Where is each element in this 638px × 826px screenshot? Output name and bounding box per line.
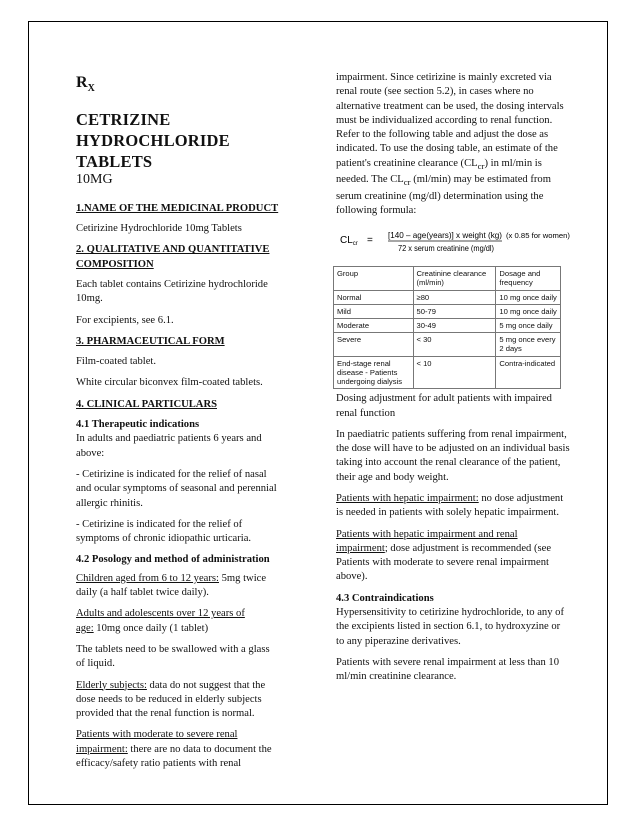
posology-elderly [76,679,281,722]
section-4-3-text-1: Hypersensitivity to cetirizine hydrochloride, to any of the excipients listed in section 6.1, to hydroxyzine or to any piperazine derivatives. [336,607,564,647]
formula-equals: = [367,235,373,247]
renal-continuation [336,71,570,218]
adults-label-2: age: [76,622,94,634]
title-line-2: HYDROCHLORIDE [76,131,230,151]
section-3-text-2: White circular biconvex film-coated tablets. [76,377,263,389]
table-cell: ≥80 [413,290,496,304]
table-cell: Mild [334,304,414,318]
table-header-group: Group [334,267,414,290]
formula-numerator: [140 – age(years)] x weight (kg) [388,230,503,241]
rx-main: R [76,74,88,91]
clcr-sub-1: cr [477,160,485,171]
left-column [76,71,281,778]
renal-para-part-3: (ml/min) may be estimated from serum creatinine (mg/dl) determination using the following formula: [336,174,551,216]
section-4-1-bullet-2: - Cetirizine is indicated for the relief of symptoms of chronic idiopathic urticaria. [76,518,252,545]
table-header-row [334,267,561,290]
posology-swallow: The tablets need to be swallowed with a glass of liquid. [76,643,270,670]
section-2-text-1: Each tablet contains Cetirizine hydrochloride 10mg. [76,278,268,305]
section-4-1-intro: In adults and paediatric patients 6 years and above: [76,433,262,459]
posology-children [76,572,281,601]
hepatic-renal-label: Patients with hepatic impairment and renal impairment [336,528,518,554]
formula-note: (x 0.85 for women) [506,231,570,241]
section-4-2-heading: 4.2 Posology and method of administration [76,554,270,566]
section-4-3-text-2: Patients with severe renal impairment at less than 10 ml/min creatinine clearance. [336,656,559,683]
hepatic-renal-text: ; dose adjustment is recommended (see Patients with moderate to severe renal impairment above). [336,542,552,583]
section-1-heading: 1.NAME OF THE MEDICINAL PRODUCT [76,202,279,214]
table-cell: 10 mg once daily [496,304,561,318]
table-cell: Severe [334,333,414,356]
formula-graphic [336,226,570,256]
children-label: Children aged from 6 to 12 years: [76,572,219,584]
paediatric-renal-text: In paediatric patients suffering from renal impairment, the dose will have to be adjusted on an individual basis taking into account the renal clearance of the patient, their age and body weight. [336,428,570,483]
table-row [334,333,561,356]
renal-para-part-1: impairment. Since cetirizine is mainly excreted via renal route (see section 5.2), in cases where no alternative treatment can be used, the dosing intervals must be individualized according to renal function. Refer to the following table and adjust the dose as indicated. To use the dosing table, an estimate of the patient's creatinine clearance (CL [336,72,564,169]
table-row [334,304,561,318]
adults-label-1: Adults and adolescents over 12 years of [76,608,245,620]
clcr-sub-2: cr [403,177,411,188]
section-4-1-heading: 4.1 Therapeutic indications [76,419,200,431]
table-cell: End-stage renal disease - Patients undergoing dialysis [334,356,414,389]
table-cell: 5 mg once every 2 days [496,333,561,356]
table-header-clearance: Creatinine clearance (ml/min) [413,267,496,290]
title-line-1: CETRIZINE [76,110,171,130]
section-4-heading: 4. CLINICAL PARTICULARS [76,398,217,410]
hepatic-label: Patients with hepatic impairment: [336,493,479,504]
table-row [334,356,561,389]
table-caption: Dosing adjustment for adult patients with impaired renal function [336,393,552,419]
table-cell: 5 mg once daily [496,319,561,333]
table-cell: 50-79 [413,304,496,318]
elderly-text: data do not suggest that the dose needs to be reduced in elderly subjects provided that the renal function is normal. [76,679,266,720]
table-cell: < 30 [413,333,496,356]
title-dose: 10MG [76,172,113,188]
hepatic-renal-impairment [336,528,570,585]
table-cell: Contra-indicated [496,356,561,389]
posology-renal [76,728,281,771]
title-line-3: TABLETS [76,152,153,172]
renal-dosing-table [333,266,561,389]
renal-text: there are no data to document the efficacy/safety ratio patients with renal [76,743,272,769]
rx-sub: X [87,83,95,95]
table-row [334,319,561,333]
hepatic-impairment [336,492,570,521]
children-text: 5mg twice daily (a half tablet twice daily). [76,572,267,599]
table-cell: 10 mg once daily [496,290,561,304]
adults-text: 10mg once daily (1 tablet) [93,622,209,634]
section-1-text: Cetirizine Hydrochloride 10mg Tablets [76,223,242,235]
table-cell: Normal [334,290,414,304]
section-3-text-1: Film-coated tablet. [76,356,157,368]
renal-label: Patients with moderate to severe renal impairment: [76,729,238,755]
section-4-3-heading: 4.3 Contraindications [336,592,434,604]
elderly-label: Elderly subjects: [76,679,147,691]
hepatic-text: no dose adjustment is needed in patients with solely hepatic impairment. [336,493,564,519]
table-cell: < 10 [413,356,496,389]
formula-denominator: 72 x serum creatinine (mg/dl) [398,243,495,254]
section-4-1-bullet-1: - Cetirizine is indicated for the relief of nasal and ocular symptoms of seasonal and perennial allergic rhinitis. [76,468,277,509]
table-row [334,290,561,304]
formula-lhs: $CL_{cr}$ [340,235,358,248]
rx-symbol [76,76,281,96]
table-cell: Moderate [334,319,414,333]
table-header-dosage: Dosage and frequency [496,267,561,290]
section-2-text-2: For excipients, see 6.1. [76,314,174,326]
section-2-heading: 2. QUALITATIVE AND QUANTITATIVE COMPOSITION [76,244,270,270]
renal-para-part-2: ) in ml/min is needed. The CL [336,157,542,186]
section-3-heading: 3. PHARMACEUTICAL FORM [76,335,225,347]
table-cell: 30-49 [413,319,496,333]
creatinine-clearance-formula [336,226,570,256]
posology-adults [76,607,281,636]
right-column [336,71,570,692]
